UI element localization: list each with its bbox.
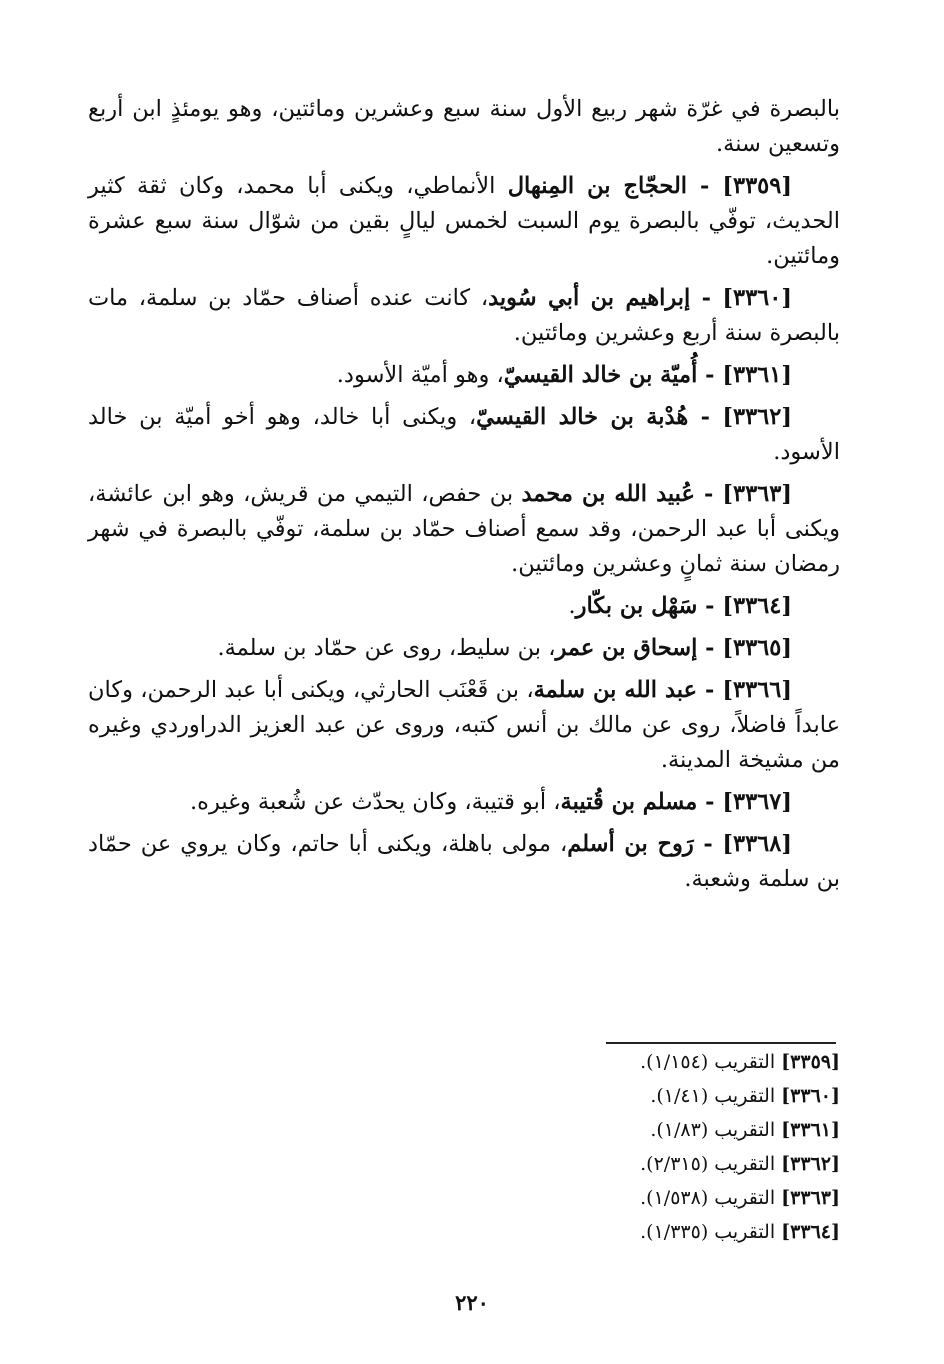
footnote-item (470, 1215, 840, 1249)
entry-3365 (88, 631, 840, 666)
entry-name: هُدْبة بن خالد القيسيّ (476, 404, 689, 430)
entry-text: الأنماطي، ويكنى أبا محمد، وكان ثقة كثير الحديث، توفّي بالبصرة يوم السبت لخمس ليالٍ بقين من شوّال سنة سبع عشرة ومائتين. (88, 173, 840, 269)
entry-number: [٣٣٦٣] - (694, 481, 792, 507)
entry-text: ، كانت عنده أصناف حمّاد بن سلمة، مات بالبصرة سنة أربع وعشرين ومائتين. (88, 285, 840, 346)
footnote-item (470, 1181, 840, 1215)
entry-name: أُميّة بن خالد القيسيّ (503, 362, 698, 388)
entry-number: [٣٣٦١] - (697, 362, 792, 388)
entry-text: ، وهو أميّة الأسود. (336, 362, 504, 388)
entry-text: ، مولى باهلة، ويكنى أبا حاتم، وكان يروي عن حمّاد بن سلمة وشعبة. (88, 831, 840, 892)
footnote-text: التقريب (١/٨٣). (650, 1119, 782, 1141)
entry-number: [٣٣٦٠] - (690, 285, 793, 311)
entry-text: ، أبو قتيبة، وكان يحدّث عن شُعبة وغيره. (190, 789, 561, 815)
page-number: ٢٢٠ (455, 1290, 489, 1315)
entry-text: . (568, 593, 576, 619)
entry-text: ، ويكنى أبا خالد، وهو أخو أميّة بن خالد الأسود. (88, 404, 840, 465)
footnote-text: التقريب (١/٤١). (650, 1085, 782, 1107)
footnote-item (470, 1147, 840, 1181)
entry-text: ، بن سليط، روى عن حمّاد بن سلمة. (217, 635, 556, 661)
entry-number: [٣٣٦٢] - (688, 404, 792, 430)
footnote-text: التقريب (١/٣٣٥). (640, 1221, 782, 1243)
entry-number: [٣٣٦٨] - (693, 831, 793, 857)
entry-3363 (88, 477, 840, 582)
entry-3367 (88, 785, 840, 820)
footnote-number: [٣٣٦٤] (781, 1221, 840, 1243)
entry-3362 (88, 400, 840, 470)
footnote-text: التقريب (٢/٣١٥). (640, 1153, 782, 1175)
footnote-item (470, 1113, 840, 1147)
entry-3368 (88, 827, 840, 897)
entry-text: ، بن قَعْنَب الحارثي، ويكنى أبا عبد الرحمن، وكان عابداً فاضلاً، روى عن مالك بن أنس كتبه، وروى عن عبد العزيز الدراوردي وغيره من مشيخة المدينة. (88, 677, 840, 773)
main-text (88, 92, 840, 904)
entry-name: مسلم بن قُتيبة (560, 789, 698, 815)
entry-3359 (88, 169, 840, 274)
footnote-number: [٣٣٦١] (781, 1119, 840, 1141)
entry-3360 (88, 281, 840, 351)
entry-3361 (88, 358, 840, 393)
footnote-item (470, 1079, 840, 1113)
footnote-number: [٣٣٥٩] (781, 1051, 840, 1073)
footnote-number: [٣٣٦٣] (781, 1187, 840, 1209)
footnotes (470, 1045, 840, 1249)
entry-name: رَوح بن أسلم (567, 831, 694, 857)
entry-number: [٣٣٦٥] - (697, 635, 792, 661)
footnote-number: [٣٣٦٠] (781, 1085, 840, 1107)
paragraph-continuation (88, 92, 840, 162)
entry-number: [٣٣٦٤] - (697, 593, 792, 619)
entry-number: [٣٣٥٩] - (687, 173, 793, 199)
entry-name: إبراهيم بن أبي سُويد (488, 285, 691, 311)
entry-3366 (88, 673, 840, 778)
paragraph-text: بالبصرة في غرّة شهر ربيع الأول سنة سبع وعشرين ومائتين، وهو يومئذٍ ابن أربع وتسعين سنة. (88, 96, 840, 157)
entry-name: عُبيد الله بن محمد (521, 481, 695, 507)
entry-name: الحجّاج بن المِنهال (507, 173, 688, 199)
entry-number: [٣٣٦٦] - (697, 677, 793, 703)
footnote-text: التقريب (١/١٥٤). (640, 1051, 782, 1073)
entry-name: عبد الله بن سلمة (533, 677, 698, 703)
entry-text: بن حفص، التيمي من قريش، وهو ابن عائشة، ويكنى أبا عبد الرحمن، وقد سمع أصناف حمّاد بن سلمة، توفّي بالبصرة في شهر رمضان سنة ثمانٍ وعشرين ومائتين. (88, 481, 840, 577)
footnote-divider (606, 1042, 836, 1044)
entry-name: إسحاق بن عمر (555, 635, 698, 661)
footnote-text: التقريب (١/٥٣٨). (640, 1187, 782, 1209)
footnote-item (470, 1045, 840, 1079)
footnote-number: [٣٣٦٢] (781, 1153, 840, 1175)
entry-number: [٣٣٦٧] - (697, 789, 792, 815)
entry-3364 (88, 589, 840, 624)
entry-name: سَهْل بن بكّار (575, 593, 698, 619)
